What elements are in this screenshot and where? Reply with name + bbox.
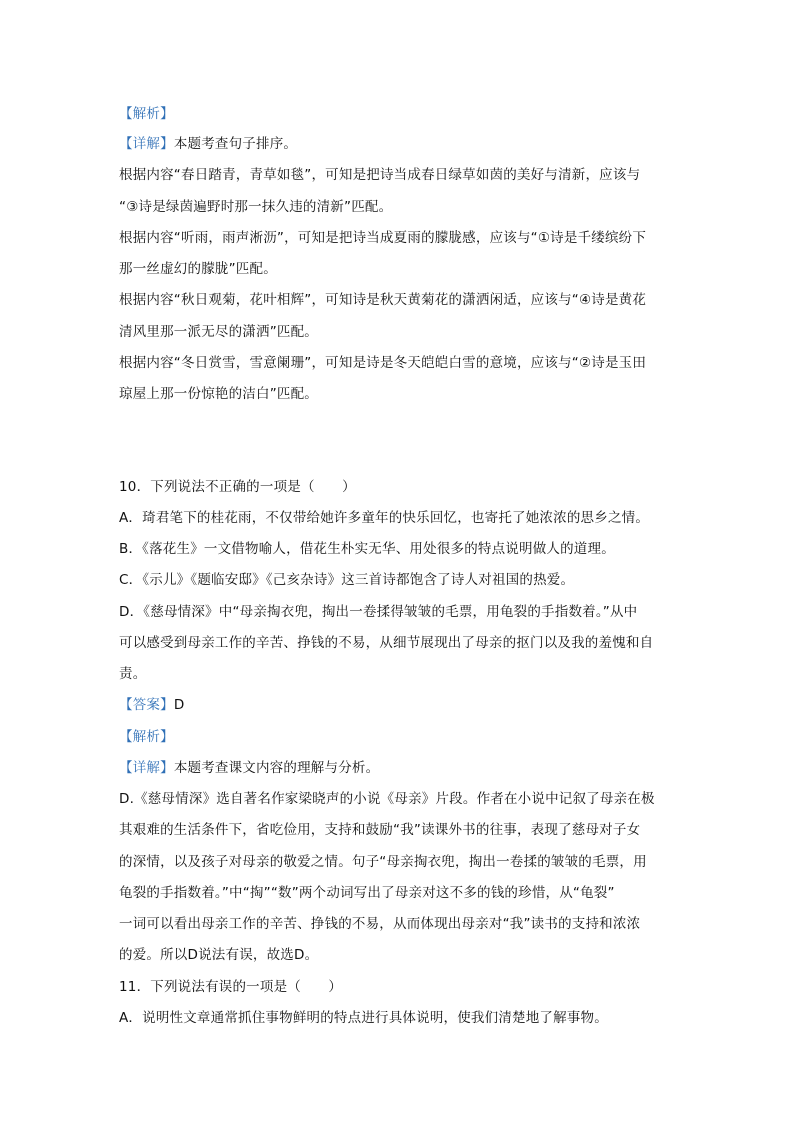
question-10-option-c: C．《示儿》《题临安邸》《己亥杂诗》这三首诗都饱含了诗人对祖国的热爱。 (119, 572, 575, 588)
answer-value: D (173, 697, 185, 713)
question-10-stem: 10．下列说法不正确的一项是（ ） (119, 479, 356, 495)
analysis-tag: 【解析】 (119, 729, 174, 745)
analysis-line: 根据内容“秋日观菊，花叶相辉”，可知诗是秋天黄菊花的潇洒闲适，应该与“④诗是黄花 (119, 292, 647, 308)
detail-text: 本题考查句子排序。 (173, 136, 298, 152)
question-10-option-b: B．《落花生》一文借物喻人，借花生朴实无华、用处很多的特点说明做人的道理。 (119, 541, 615, 557)
question-10-option-d-cont: 可以感受到母亲工作的辛苦、挣钱的不易，从细节展现出了母亲的抠门以及我的羞愧和自 (119, 635, 654, 651)
analysis-line: “③诗是绿茵遍野时那一抹久违的清新”匹配。 (119, 199, 393, 215)
question-11-option-a: A．说明性文章通常抓住事物鲜明的特点进行具体说明，使我们清楚地了解事物。 (119, 1010, 608, 1026)
analysis-line: 根据内容“听雨，雨声淅沥”，可知是把诗当成夏雨的朦胧感，应该与“①诗是千缕缤纷下 (119, 230, 647, 246)
analysis-line: 根据内容“冬日赏雪，雪意阑珊”，可知是诗是冬天皑皑白雪的意境，应该与“②诗是玉田 (119, 355, 647, 371)
analysis-line: 根据内容“春日踏青，青草如毯”，可知是把诗当成春日绿草如茵的美好与清新，应该与 (119, 167, 641, 183)
analysis-line: 龟裂的手指数着。”中“掏”“数”两个动词写出了母亲对这不多的钱的珍惜，从“龟裂” (119, 885, 615, 901)
analysis-line: 琼屋上那一份惊艳的洁白”匹配。 (119, 386, 318, 402)
answer-line (119, 695, 184, 715)
analysis-line: D.《慈母情深》选自著名作家梁晓声的小说《母亲》片段。作者在小说中记叙了母亲在极 (119, 791, 655, 807)
analysis-line: 的爱。所以D说法有误，故选D。 (119, 947, 319, 963)
detail-text: 本题考查课文内容的理解与分析。 (173, 760, 380, 776)
answer-tag: 【答案】 (119, 697, 174, 713)
analysis-line: 那一丝虚幻的朦胧”匹配。 (119, 261, 277, 277)
analysis-line: 清风里那一派无尽的潇洒”匹配。 (119, 324, 318, 340)
detail-line (119, 758, 379, 778)
question-10-option-a: A．琦君笔下的桂花雨，不仅带给她许多童年的快乐回忆，也寄托了她浓浓的思乡之情。 (119, 510, 650, 526)
analysis-line: 的深情，以及孩子对母亲的敬爱之情。句子“母亲掏衣兜，掏出一卷揉的皱皱的毛票，用 (119, 854, 647, 870)
detail-line (119, 134, 297, 154)
analysis-line: 一词可以看出母亲工作的辛苦、挣钱的不易，从而体现出母亲对“我”读书的支持和浓浓 (119, 916, 641, 932)
question-11-stem: 11．下列说法有误的一项是（ ） (119, 979, 343, 995)
detail-tag: 【详解】 (119, 760, 174, 776)
analysis-line: 其艰难的生活条件下，省吃俭用，支持和鼓励“我”读课外书的往事，表现了慈母对子女 (119, 822, 641, 838)
analysis-tag: 【解析】 (119, 106, 174, 122)
question-10-option-d: D．《慈母情深》中“母亲掏衣兜，掏出一卷揉得皱皱的毛票，用龟裂的手指数着。”从中 (119, 604, 638, 620)
detail-tag: 【详解】 (119, 136, 174, 152)
question-10-option-d-cont: 责。 (119, 666, 147, 682)
